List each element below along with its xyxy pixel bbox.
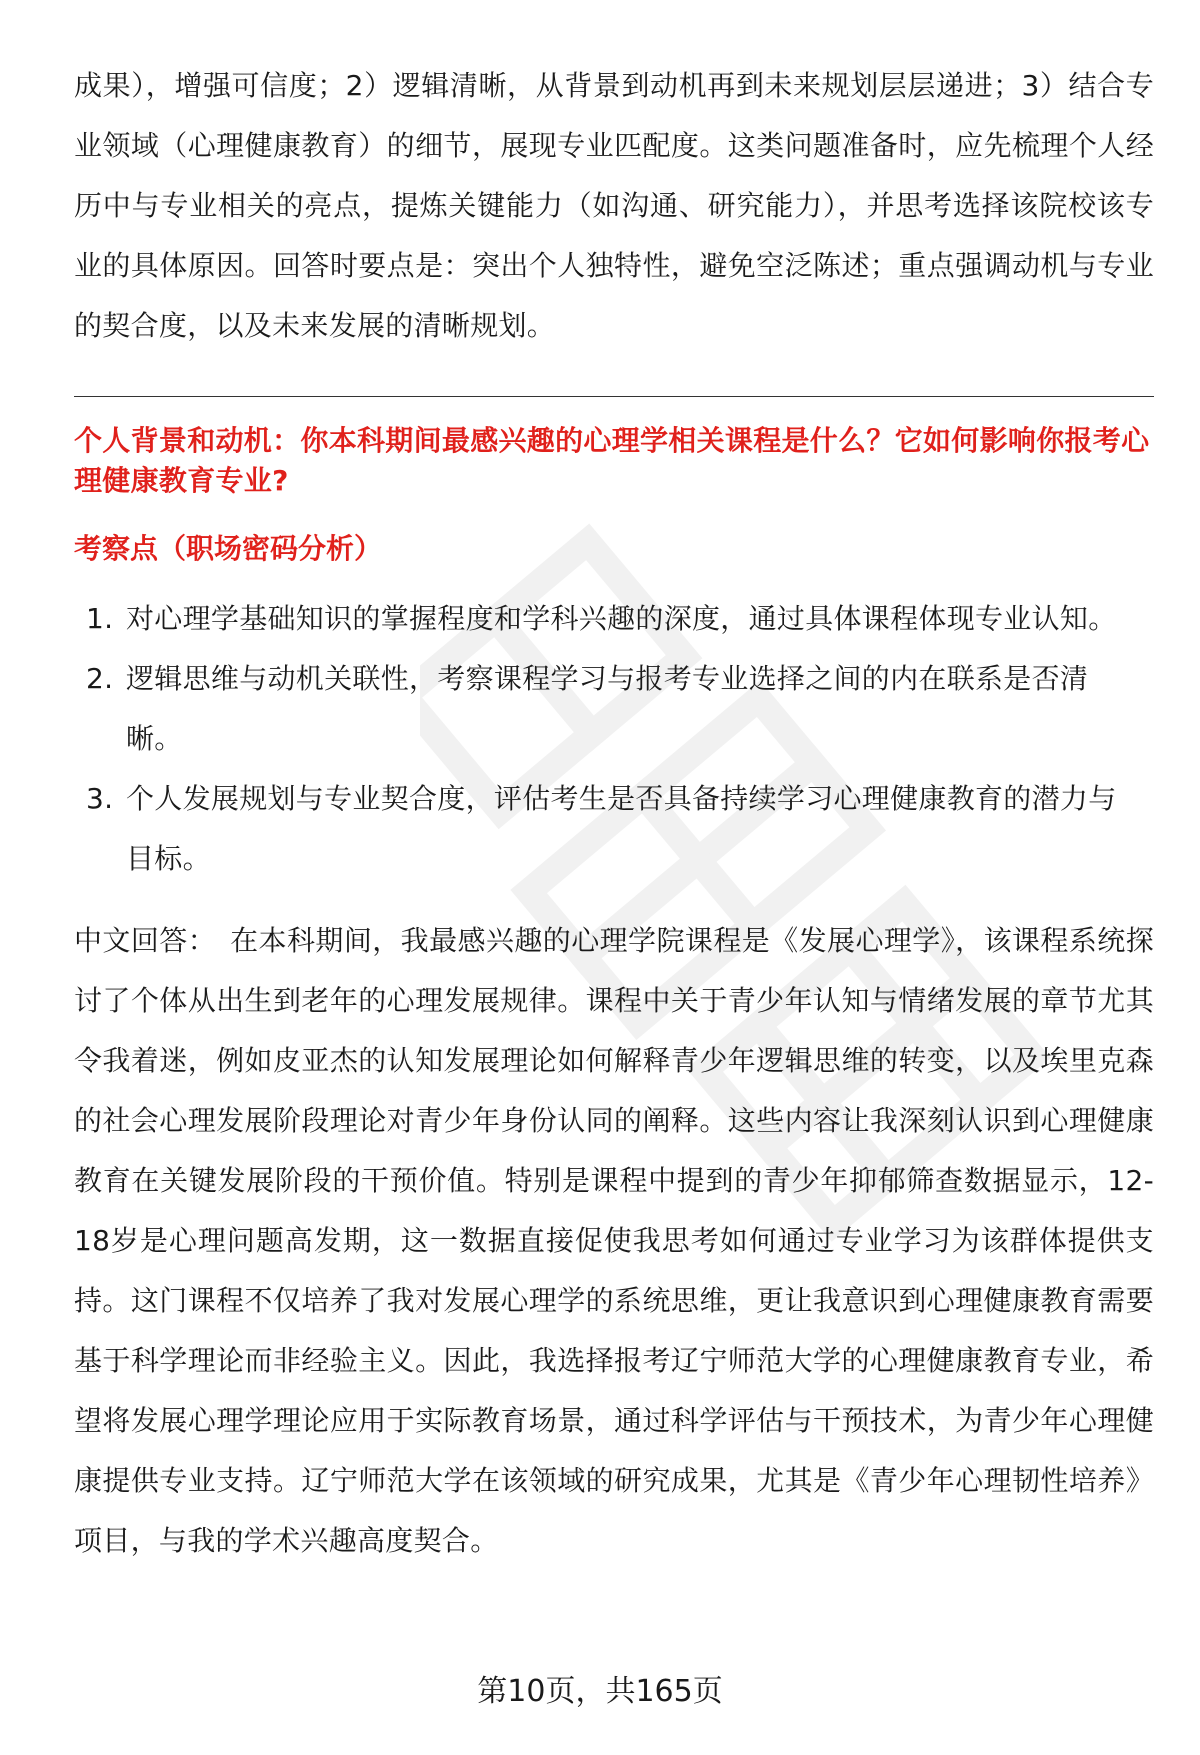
list-item-text: 个人发展规划与专业契合度，评估考生是否具备持续学习心理健康教育的潜力与目标。: [126, 782, 1117, 875]
intro-paragraph: 成果），增强可信度；2）逻辑清晰，从背景到动机再到未来规划层层递进；3）结合专业领域（心理健康教育）的细节，展现专业匹配度。这类问题准备时，应先梳理个人经历中与专业相关的亮点，提炼关键能力（如沟通、研究能力），并思考选择该院校该专业的具体原因。回答时要点是：突出个人独特性，避免空泛陈述；重点强调动机与专业的契合度，以及未来发展的清晰规划。: [74, 69, 1154, 342]
section-label: 考察点（职场密码分析）: [74, 532, 383, 565]
list-item: [74, 649, 1154, 769]
answer-label: 中文回答：: [74, 924, 217, 957]
list-item: [74, 769, 1154, 889]
list-item-text: 对心理学基础知识的掌握程度和学科兴趣的深度，通过具体课程体现专业认知。: [126, 602, 1117, 635]
page-footer: 第10页，共165页: [477, 1674, 723, 1709]
list-item: [74, 589, 1154, 649]
answer-paragraph: [74, 911, 1154, 1571]
section-divider: [74, 396, 1154, 397]
list-item-number: 2.: [86, 662, 114, 695]
list-item-text: 逻辑思维与动机关联性，考察课程学习与报考专业选择之间的内在联系是否清晰。: [126, 662, 1089, 755]
list-item-number: 1.: [86, 602, 114, 635]
assessment-points: [74, 589, 1154, 889]
question-heading: 个人背景和动机：你本科期间最感兴趣的心理学相关课程是什么？它如何影响你报考心理健康教育专业?: [74, 424, 1150, 497]
list-item-number: 3.: [86, 782, 114, 815]
document-page: [74, 56, 1154, 1571]
answer-text: 在本科期间，我最感兴趣的心理学院课程是《发展心理学》，该课程系统探讨了个体从出生到老年的心理发展规律。课程中关于青少年认知与情绪发展的章节尤其令我着迷，例如皮亚杰的认知发展理论如何解释青少年逻辑思维的转变，以及埃里克森的社会心理发展阶段理论对青少年身份认同的阐释。这些内容让我深刻认识到心理健康教育在关键发展阶段的干预价值。特别是课程中提到的青少年抑郁筛查数据显示，12-18岁是心理问题高发期，这一数据直接促使我思考如何通过专业学习为该群体提供支持。这门课程不仅培养了我对发展心理学的系统思维，更让我意识到心理健康教育需要基于科学理论而非经验主义。因此，我选择报考辽宁师范大学的心理健康教育专业，希望将发展心理学理论应用于实际教育场景，通过科学评估与干预技术，为青少年心理健康提供专业支持。辽宁师范大学在该领域的研究成果，尤其是《青少年心理韧性培养》项目，与我的学术兴趣高度契合。: [74, 924, 1154, 1557]
